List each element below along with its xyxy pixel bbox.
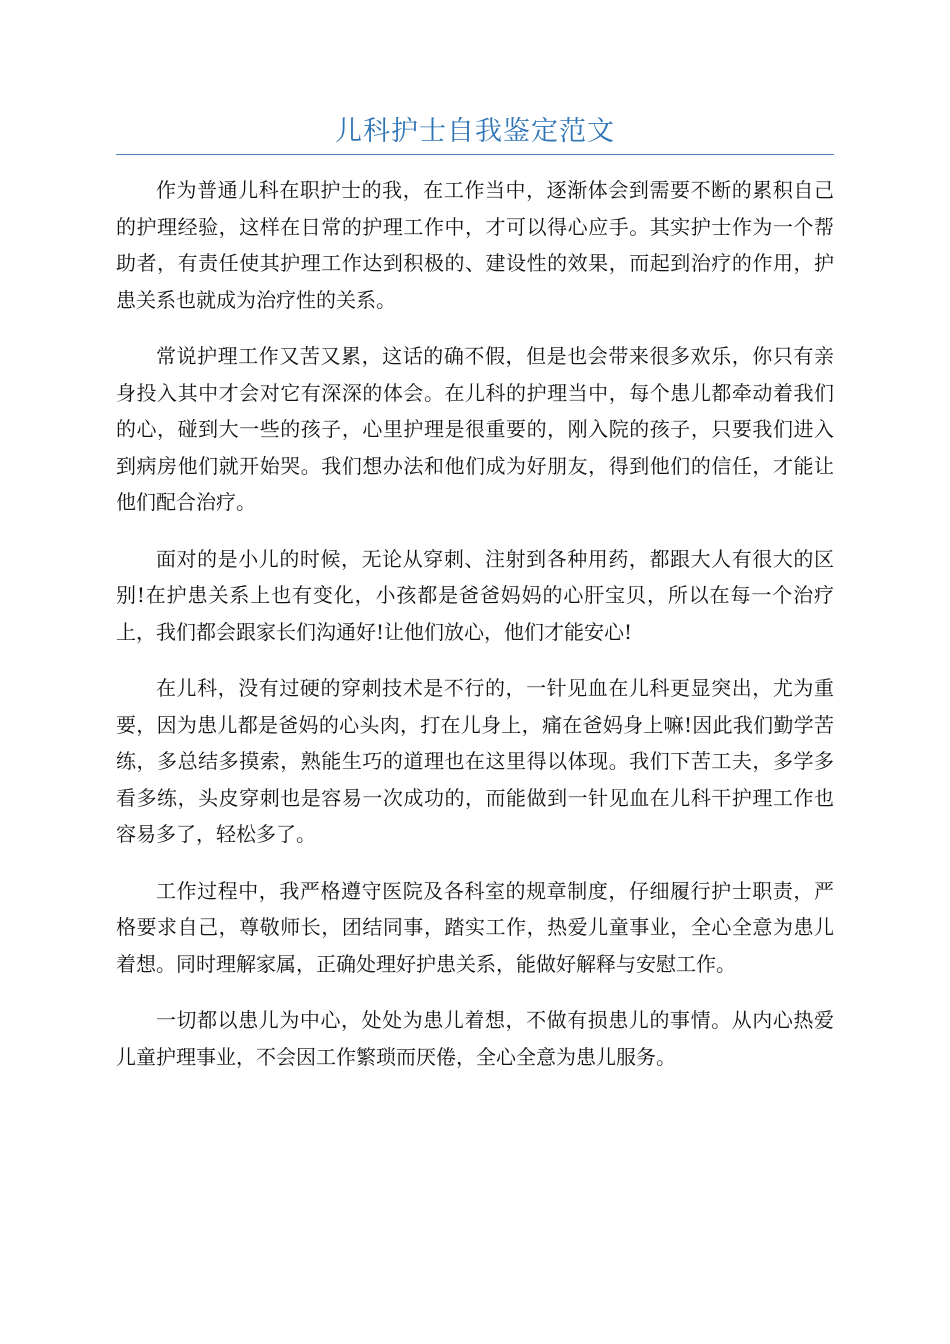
title-underline — [116, 154, 834, 155]
paragraph-5: 工作过程中，我严格遵守医院及各科室的规章制度，仔细履行护士职责，严格要求自己，尊敬师长，团结同事，踏实工作，热爱儿童事业，全心全意为患儿着想。同时理解家属，正确处理好护患关系，能做好解释与安慰工作。 — [116, 878, 834, 976]
paragraph-3: 面对的是小儿的时候，无论从穿刺、注射到各种用药，都跟大人有很大的区别!在护患关系上也有变化，小孩都是爸爸妈妈的心肝宝贝，所以在每一个治疗上，我们都会跟家长们沟通好!让他们放心，他们才能安心! — [116, 546, 834, 644]
paragraph-4: 在儿科，没有过硬的穿刺技术是不行的，一针见血在儿科更显突出，尤为重要，因为患儿都是爸妈的心头肉，打在儿身上，痛在爸妈身上嘛!因此我们勤学苦练，多总结多摸索，熟能生巧的道理也在这里得以体现。我们下苦工夫，多学多看多练，头皮穿刺也是容易一次成功的，而能做到一针见血在儿科干护理工作也容易多了，轻松多了。 — [116, 676, 834, 846]
paragraph-6: 一切都以患儿为中心，处处为患儿着想，不做有损患儿的事情。从内心热爱儿童护理事业，不会因工作繁琐而厌倦，全心全意为患儿服务。 — [116, 1008, 834, 1069]
document-body — [116, 172, 834, 1095]
paragraph-2: 常说护理工作又苦又累，这话的确不假，但是也会带来很多欢乐，你只有亲身投入其中才会对它有深深的体会。在儿科的护理当中，每个患儿都牵动着我们的心，碰到大一些的孩子，心里护理是很重要的，刚入院的孩子，只要我们进入到病房他们就开始哭。我们想办法和他们成为好朋友，得到他们的信任，才能让他们配合治疗。 — [116, 344, 834, 514]
paragraph-1: 作为普通儿科在职护士的我，在工作当中，逐渐体会到需要不断的累积自己的护理经验，这样在日常的护理工作中，才可以得心应手。其实护士作为一个帮助者，有责任使其护理工作达到积极的、建设性的效果，而起到治疗的作用，护患关系也就成为治疗性的关系。 — [116, 178, 834, 312]
document-title: 儿科护士自我鉴定范文 — [335, 116, 615, 147]
